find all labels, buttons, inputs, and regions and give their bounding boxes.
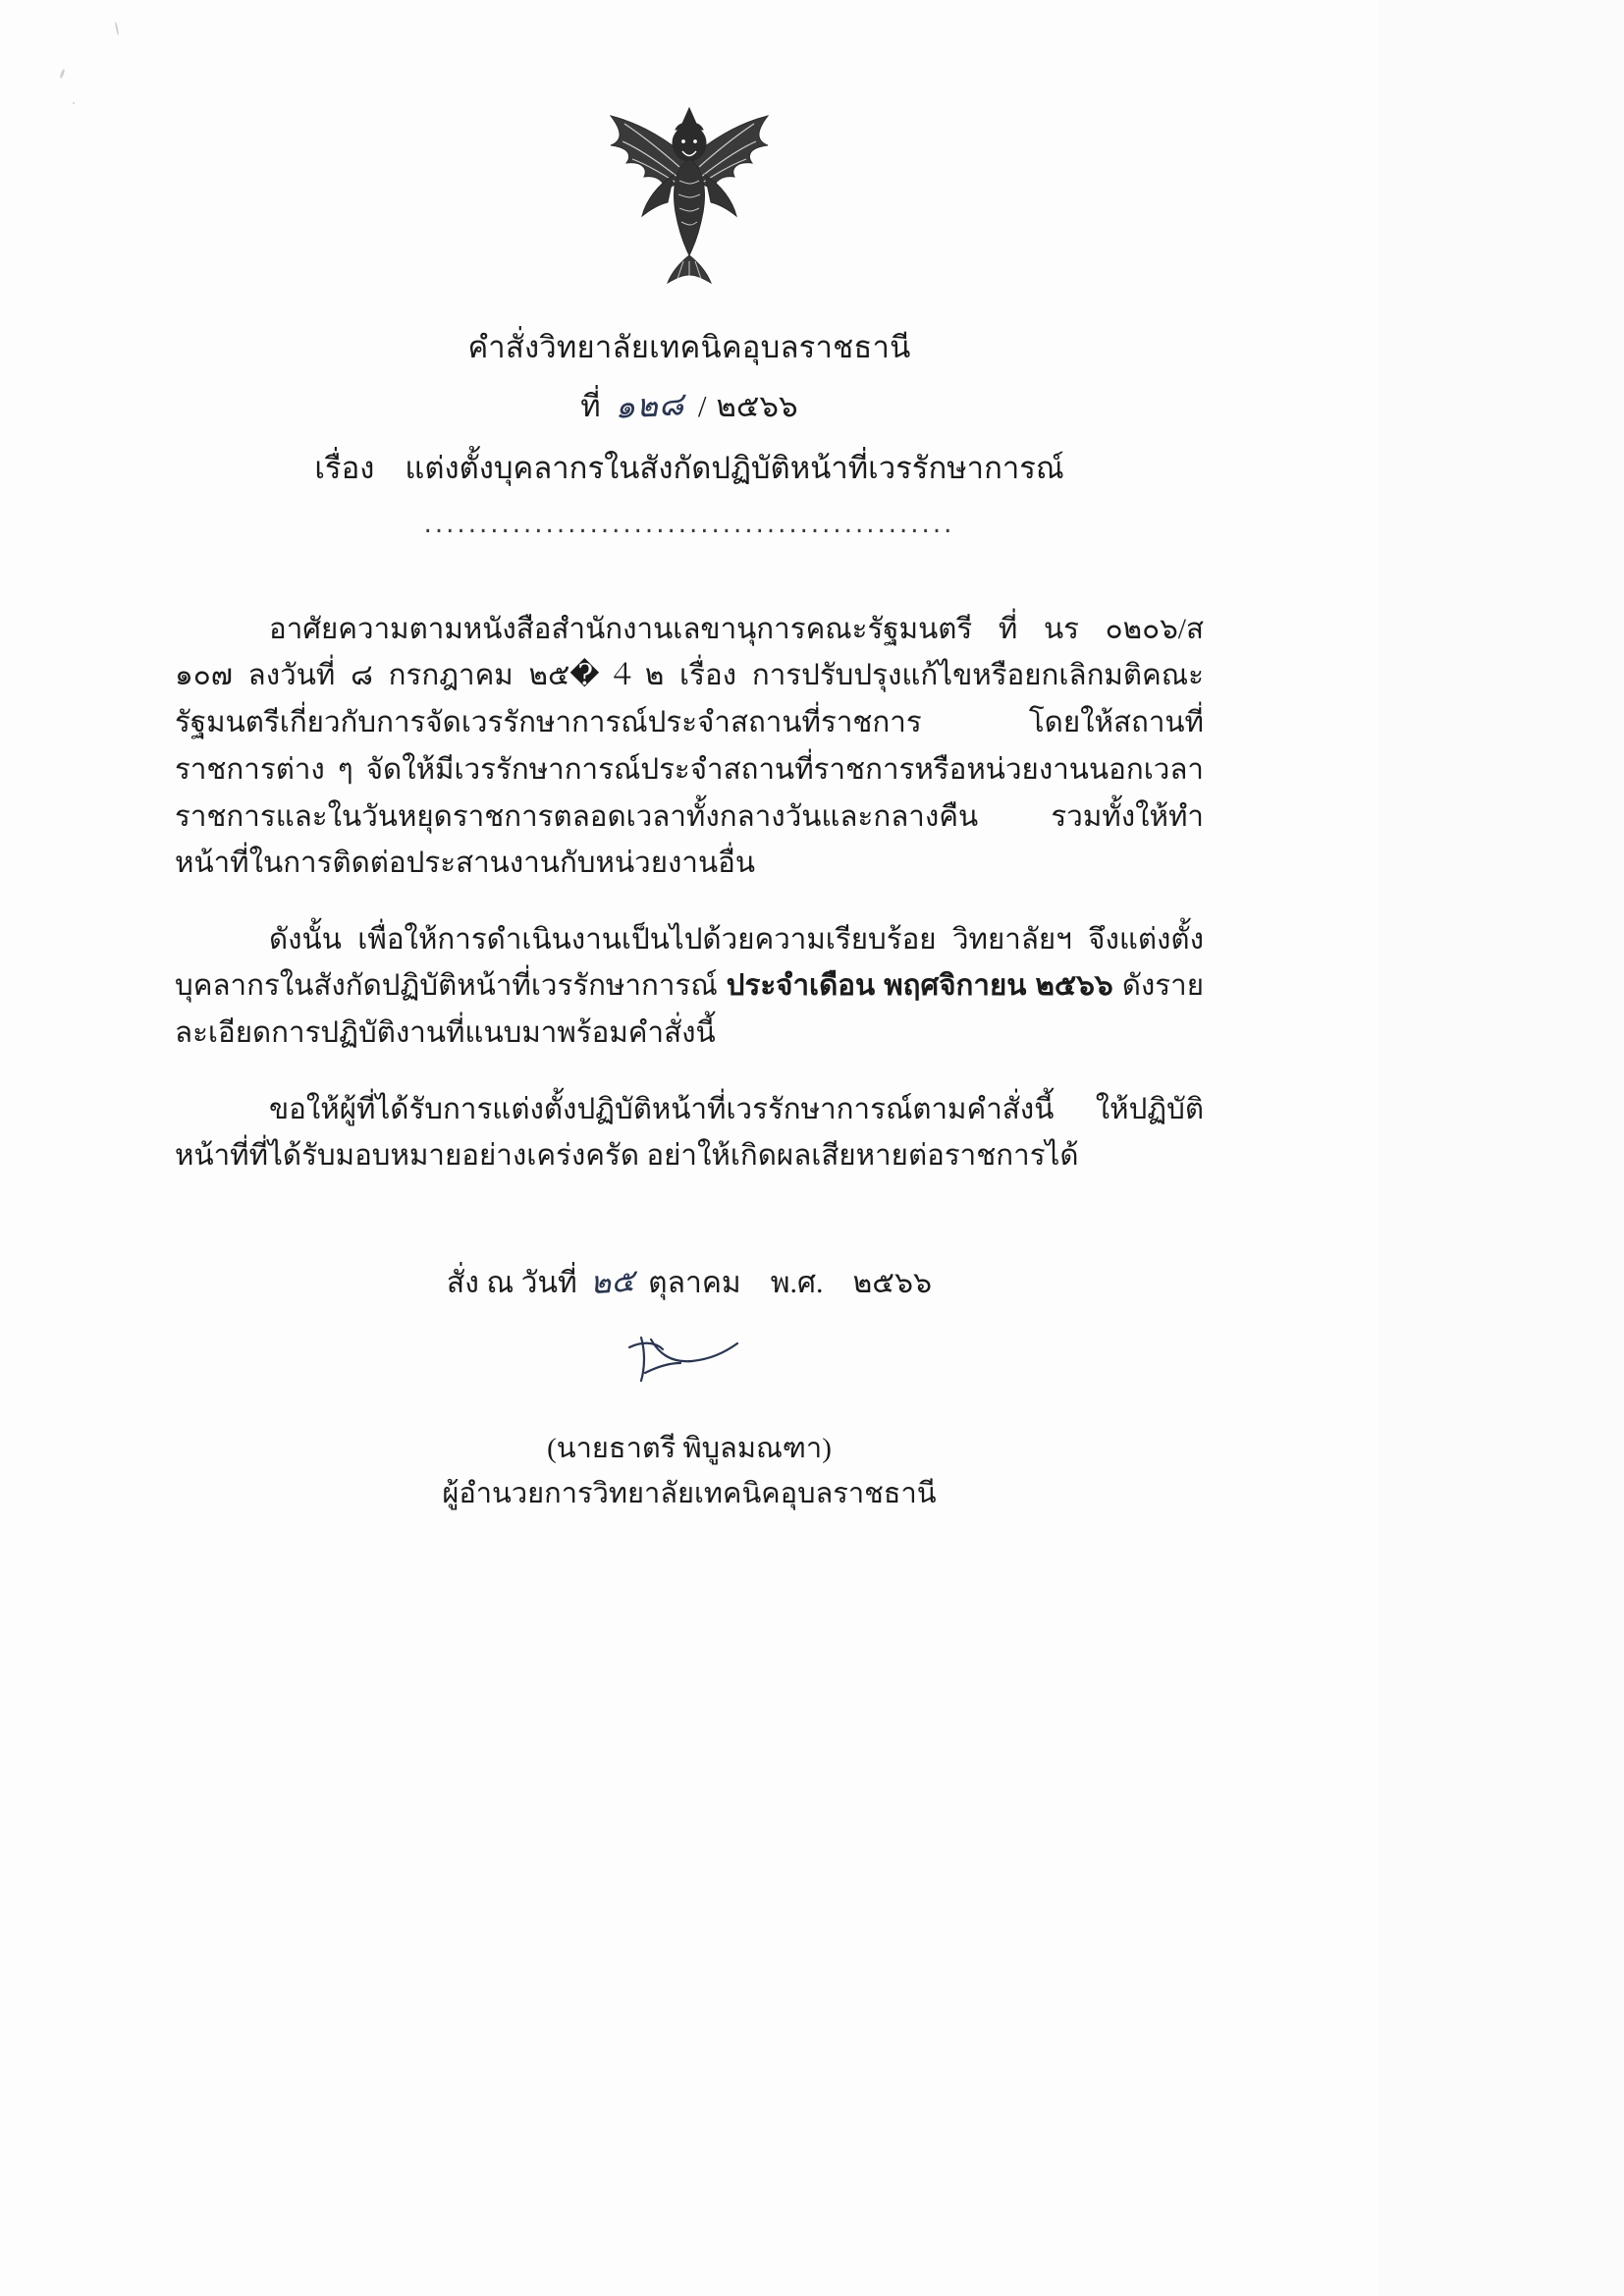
signature-mark xyxy=(616,1328,763,1396)
subject-text: แต่งตั้งบุคลากรในสังกัดปฏิบัติหน้าที่เวรรักษาการณ์ xyxy=(405,451,1064,486)
document-body xyxy=(175,577,1204,1180)
signature-container xyxy=(0,1328,1379,1396)
order-number-label: ที่ xyxy=(580,389,601,424)
paragraph-3: ขอให้ผู้ที่ได้รับการแต่งตั้งปฏิบัติหน้าที่เวรรักษาการณ์ตามคำสั่งนี้ ให้ปฏิบัติหน้าที่ที่ได้รับมอบหมายอย่างเคร่งครัด อย่าให้เกิดผลเสียหายต่อราชการได้ xyxy=(175,1093,1204,1173)
garuda-emblem xyxy=(581,90,797,297)
signature-block xyxy=(0,1426,1379,1517)
order-number-handwritten: ๑๒๘ xyxy=(613,384,685,426)
subject-line xyxy=(0,443,1379,492)
order-number-separator: / xyxy=(697,389,707,424)
subject-label: เรื่อง xyxy=(314,451,375,486)
dotted-divider: ................................................ xyxy=(423,510,955,540)
paragraph-2 xyxy=(175,917,1204,1058)
paragraph-1: อาศัยความตามหนังสือสำนักงานเลขานุการคณะรัฐมนตรี ที่ นร ๐๒๐๖/ส ๑๐๗ ลงวันที่ ๘ กรกฎาคม ๒๕�４๒ เรื่อง การปรับปรุงแก้ไขหรือยกเลิกมติคณะรัฐมนตรีเกี่ยวกับการจัดเวรรักษาการณ์ประจำสถานที่ราชการ โดยให้สถานที่ราชการต่าง ๆ จัดให้มีเวรรักษาการณ์ประจำสถานที่ราชการหรือหน่วยงานนอกเวลาราชการและในวันหยุดราชการตลอดเวลาทั้งกลางวันและกลางคืน รวมทั้งให้ทำหน้าที่ในการติดต่อประสานงานกับหน่วยงานอื่น xyxy=(175,613,1204,880)
paragraph-2-lead: ดังนั้น เพื่อให้การดำเนินงานเป็นไปด้วยความเรียบร้อย วิทยาลัยฯ จึงแต่งตั้งบุคลากรในสังกัดปฏิบัติหน้าที่เวรรักษาการณ์ xyxy=(175,923,1204,1003)
date-day-handwritten: ๒๕ xyxy=(589,1261,636,1302)
paragraph-2-tail: ดังรายละเอียดการปฏิบัติงานที่แนบมาพร้อมคำสั่งนี้ xyxy=(175,970,1204,1050)
paragraph-2-month-bold: ประจำเดือน พฤศจิกายน ๒๕๖๖ xyxy=(726,970,1113,1003)
document-title: คำสั่งวิทยาลัยเทคนิคอุบลราชธานี xyxy=(467,330,911,364)
date-month: ตุลาคม xyxy=(648,1267,741,1299)
signer-name: (นายธาตรี พิบูลมณฑา) xyxy=(547,1433,832,1464)
date-prefix: สั่ง ณ วันที่ xyxy=(446,1267,577,1299)
date-era-label: พ.ศ. xyxy=(770,1267,824,1299)
page-right-margin xyxy=(1379,0,1624,2296)
emblem-container xyxy=(0,90,1379,297)
date-year: ๒๕๖๖ xyxy=(852,1267,933,1299)
document-heading xyxy=(0,324,1379,539)
signer-position: ผู้อำนวยการวิทยาลัยเทคนิคอุบลราชธานี xyxy=(442,1478,937,1510)
order-year: ๒๕๖๖ xyxy=(716,389,798,424)
date-line xyxy=(0,1257,1379,1307)
order-number-line xyxy=(0,379,1379,431)
